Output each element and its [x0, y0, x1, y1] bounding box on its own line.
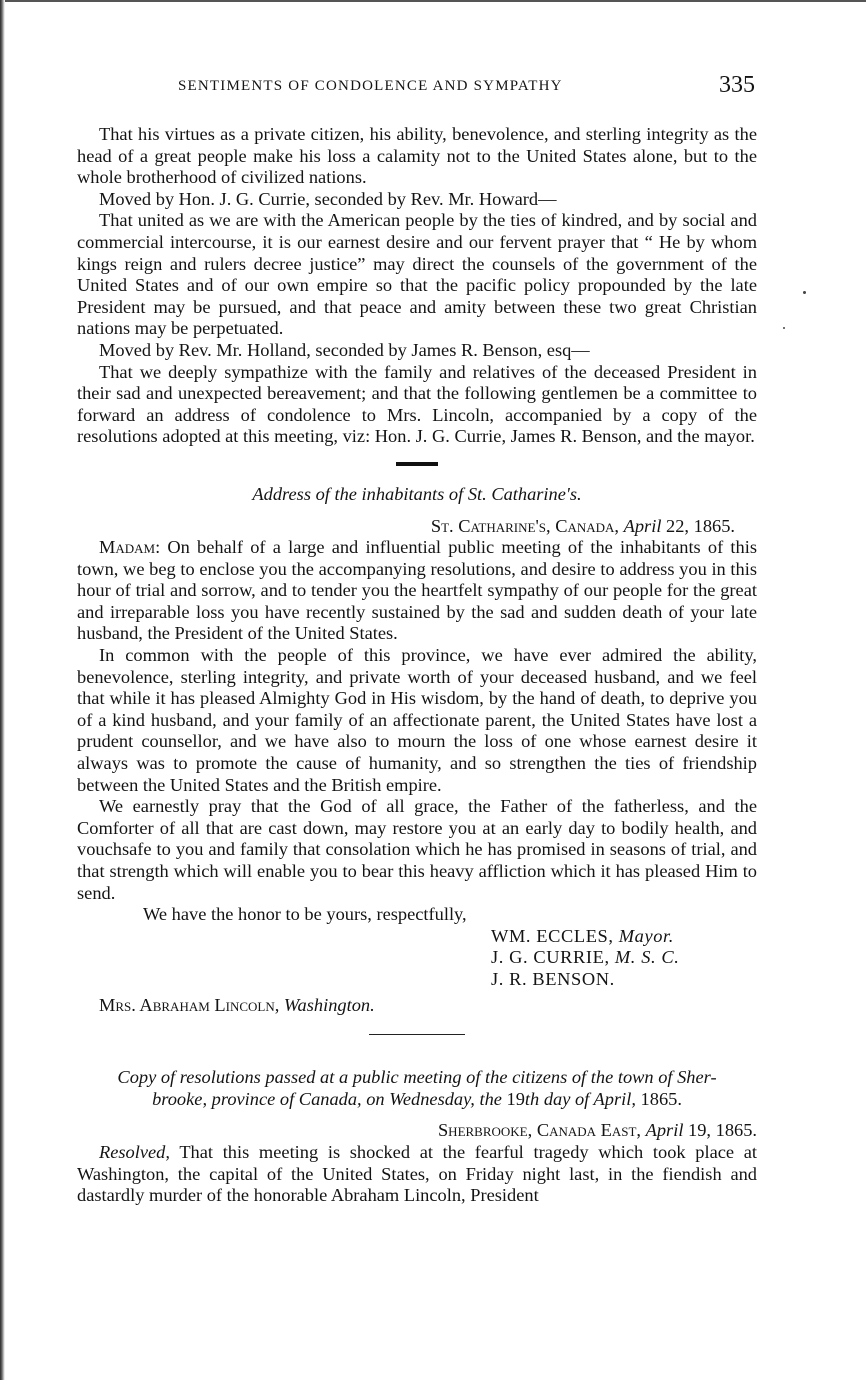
addressee-line — [99, 995, 757, 1017]
dateline-date: 22, 1865. — [661, 515, 735, 536]
page-top-edge — [0, 0, 866, 2]
address-paragraph: We earnestly pray that the God of all grace, the Father of the fatherless, and the Comforter of all that are cast down, may restore you at an early day to bodily health, and vouchsafe to you and family that consolation which he has promised in seasons of trial, and that strength which will enable you to bear this heavy affliction which it has pleased Him to send. — [77, 796, 757, 903]
signer-name: J. G. CURRIE, — [491, 947, 615, 968]
resolutions-caption-line1: Copy of resolutions passed at a public meeting of the citizens of the town of Sher- — [117, 1067, 717, 1088]
resolved-paragraph — [77, 1142, 757, 1207]
page-content — [77, 70, 757, 1207]
section-divider-thick — [396, 462, 438, 466]
dateline-place: Sherbrooke, Canada East, — [437, 1120, 646, 1141]
sherbrooke-dateline — [77, 1120, 757, 1142]
signature-line — [491, 926, 757, 948]
resolved-text: That this meeting is shocked at the fearful tragedy which took place at Washington, the capital of the United States, on Friday night last, in the fiendish and dastardly murder of the honorable Abraham Lincoln, President — [77, 1141, 757, 1206]
resolution-paragraph: That we deeply sympathize with the family and relatives of the deceased President in their sad and unexpected bereavement; and that the following gentlemen be a committee to forward an address of condolence to Mrs. Lincoln, accompanied by a copy of the resolutions adopted at this meeting, viz: Hon. J. G. Currie, James R. Benson, and the mayor. — [77, 361, 757, 447]
dateline-month: April — [623, 515, 662, 536]
running-title: SENTIMENTS OF CONDOLENCE AND SYMPATHY — [178, 78, 563, 94]
address-paragraph-text: : On behalf of a large and influential public meeting of the inhabitants of this town, we beg to enclose you the accompanying resolutions, and desire to address you in this hour of trial and sorrow, and to tender you the heartfelt sympathy of our people for the great and irreparable loss you have recently sustained by the sad and sudden death of your late husband, the President of the United States. — [77, 537, 757, 644]
resolved-label: Resolved, — [99, 1141, 170, 1162]
address-dateline — [77, 516, 757, 538]
motion-line: Moved by Rev. Mr. Holland, seconded by James R. Benson, esq— — [99, 339, 590, 360]
addressee-name: Mrs. Abraham Lincoln, — [99, 994, 284, 1015]
address-paragraph — [77, 537, 757, 645]
dateline-place: St. Catharine's, Canada, — [430, 515, 624, 536]
page-number: 335 — [719, 72, 755, 98]
address-heading: Address of the inhabitants of St. Catharine's. — [252, 483, 582, 504]
signature-line — [491, 947, 757, 969]
resolutions-section — [77, 124, 757, 448]
print-speck — [783, 327, 785, 329]
caption-day: 19 — [506, 1088, 525, 1109]
signer-name: J. R. BENSON. — [491, 968, 615, 989]
signer-title: Mayor. — [618, 925, 674, 946]
motion-line: Moved by Hon. J. G. Currie, seconded by Rev. Mr. Howard— — [99, 188, 557, 209]
signature-line — [491, 969, 757, 991]
address-section — [77, 484, 757, 1016]
caption-text: th day of April, — [524, 1088, 641, 1109]
dateline-date: 19, 1865. — [683, 1120, 757, 1141]
section-divider-thin — [369, 1034, 465, 1035]
signer-title: M. S. C. — [614, 947, 680, 968]
signer-name: WM. ECCLES, — [491, 925, 619, 946]
page-binding-edge — [0, 0, 5, 1380]
resolution-paragraph: That united as we are with the American people by the ties of kindred, and by social and commercial intercourse, it is our earnest desire and our fervent prayer that “ He by whom kings reign and rulers decree justice” may direct the counsels of the government of the United States and of our own empire so that the pacific policy propounded by the late President may be pursued, and that peace and amity between these two great Christian nations may be perpetuated. — [77, 210, 757, 339]
dateline-month: April — [645, 1120, 684, 1141]
address-paragraph: In common with the people of this province, we have ever admired the ability, benevolence, sterling integrity, and private worth of your deceased husband, and we feel that while it has pleased Almighty God in His wisdom, by the hand of death, to deprive you of a kind husband, and your family of an affectionate parent, the United States have lost a prudent counsellor, and we have also to mourn the loss of one whose earnest desire it always was to promote the cause of humanity, and so strengthen the ties of friendship between the United States and the British empire. — [77, 645, 757, 795]
addressee-place: Washington. — [283, 994, 375, 1015]
closing-line: We have the honor to be yours, respectfully, — [143, 904, 467, 925]
salutation: Madam — [99, 537, 156, 558]
caption-year: 1865. — [640, 1088, 682, 1109]
resolutions-caption-line2 — [77, 1089, 757, 1111]
sherbrooke-section — [77, 1067, 757, 1207]
print-speck — [803, 291, 806, 294]
caption-text: brooke, province of Canada, on Wednesday, the — [152, 1088, 507, 1109]
resolution-paragraph: That his virtues as a private citizen, his ability, benevolence, and sterling integrity as the head of a great people make his loss a calamity not to the United States alone, but to the whole brotherhood of civilized nations. — [77, 124, 757, 188]
signature-block — [491, 926, 757, 991]
running-head — [77, 70, 757, 110]
